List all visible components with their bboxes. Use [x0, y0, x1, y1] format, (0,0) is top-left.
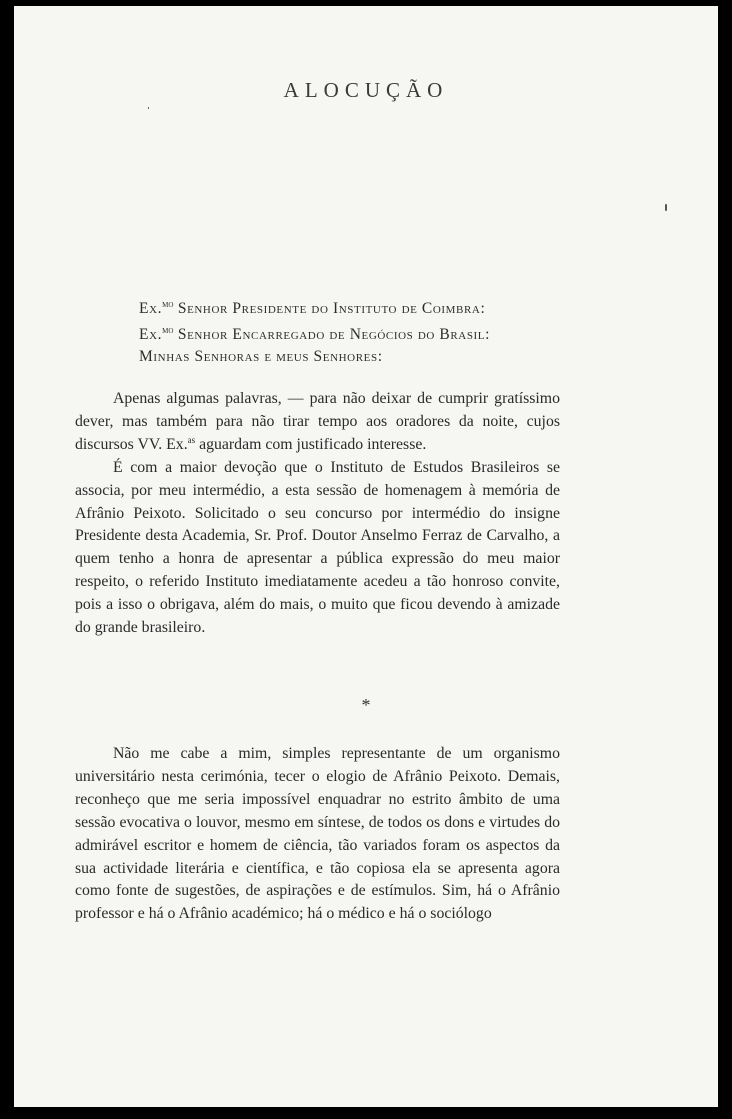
salutation-prefix: Ex.	[139, 326, 163, 343]
paragraph-tribute: Não me cabe a mim, simples representante de um organismo universitário nesta cerimónia, tecer o elogio de Afrânio Peixoto. Demais, reconheço que me seria impossível enquadrar no estrito âmbito de uma sessão evocativa o louvor, mesmo em síntese, de todos os dons e virtudes do admirável escritor e homem de ciência, tão variados foram os aspectos da sua actividade literária e científica, e tão copiosa ela se apresenta agora como fonte de sugestões, de aspirações e de estímulos. Sim, há o Afrânio professor e há o Afrânio académico; há o médico e há o sociólogo	[75, 745, 560, 923]
body-block	[75, 743, 560, 926]
paragraph-institute: É com a maior devoção que o Instituto de Estudos Brasileiros se associa, por meu intermédio, a esta sessão de homenagem à memória de Afrânio Peixoto. Solicitado o seu concurso por intermédio do insigne Presidente desta Academia, Sr. Prof. Doutor Anselmo Ferraz de Carvalho, a quem tenho a honra de apresentar a pública expressão do meu maior respeito, o referido Instituto imediatamente acedeu a tão honroso convite, pois a isso o obrigava, além do mais, o muito que ficou devendo à amizade do grande brasileiro.	[75, 458, 560, 637]
salutation-superscript: mo	[162, 325, 174, 336]
salutation-line	[139, 320, 490, 346]
paragraph-intro	[75, 388, 560, 457]
page-title: ALOCUÇÃO	[283, 78, 449, 102]
print-speck	[665, 204, 667, 211]
paragraph-text: Apenas algumas palavras, — para não deixar de cumprir gratíssimo dever, mas também para não tirar tempo aos oradores da noite, cujos discursos VV. Ex.	[75, 390, 560, 453]
section-separator: *	[361, 695, 371, 715]
print-speck	[148, 107, 149, 109]
salutation-text: Minhas Senhoras e meus Senhores:	[139, 348, 383, 365]
salutation-text: Senhor Presidente do Instituto de Coimbra:	[173, 300, 486, 317]
body-block	[75, 388, 560, 640]
document-page	[14, 6, 718, 1107]
salutation-prefix: Ex.	[139, 300, 163, 317]
salutation-line	[139, 346, 490, 368]
salutation-superscript: mo	[162, 299, 174, 310]
salutation-line	[139, 294, 490, 320]
salutation-block	[139, 294, 490, 368]
paragraph-superscript: as	[187, 434, 196, 445]
paragraph-text: aguardam com justificado interesse.	[195, 435, 427, 453]
salutation-text: Senhor Encarregado de Negócios do Brasil:	[173, 326, 491, 343]
